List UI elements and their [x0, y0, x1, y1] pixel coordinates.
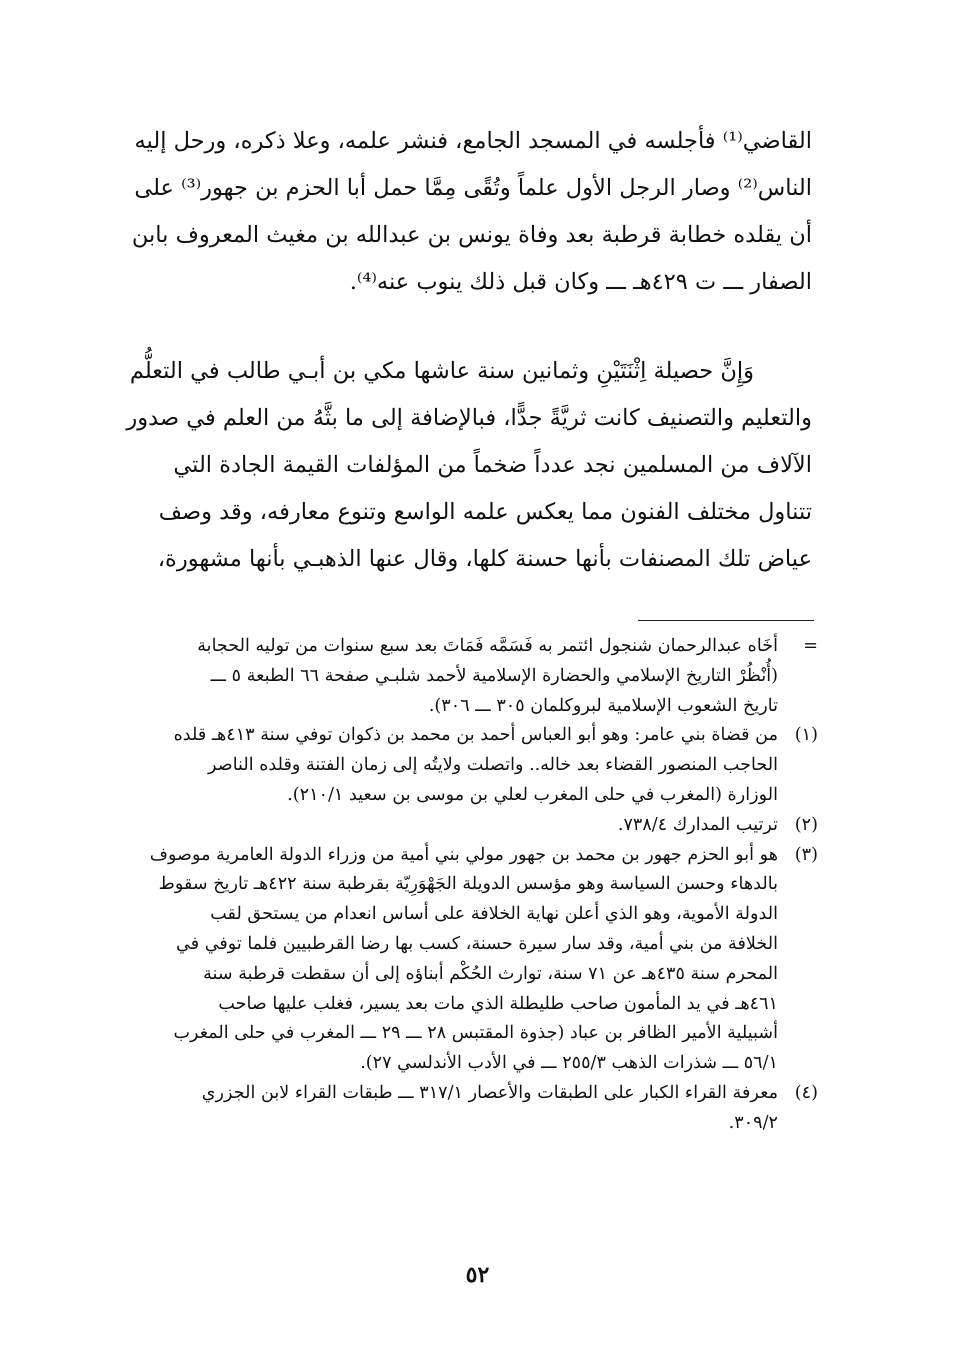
footnote-3 — [108, 841, 818, 1079]
footnote-line: بالدهاء وحسن السياسة وهو مؤسس الدويلة الجَهْوَرِيّة بقرطبة سنة ٤٢٢هـ تاريخ سقوط — [158, 874, 778, 895]
text-line: أن يقلده خطابة قرطبة بعد وفاة يونس بن عبدالله بن مغيث المعروف بابن — [131, 222, 812, 248]
footnote-line: من قضاة بني عامر: وهو أبو العباس أحمد بن محمد بن ذكوان توفي سنة ٤١٣هـ قلده — [173, 725, 778, 746]
text-line: الصفار ـــ ت ٤٢٩هـ ـــ وكان قبل ذلك ينوب عنه⁽⁴⁾. — [349, 269, 812, 295]
text-line: والتعليم والتصنيف كانت ثريَّةً جدًّا، فبالإضافة إلى ما بثَّهُ من العلم في صدور — [126, 405, 812, 431]
footnote-body — [108, 1079, 778, 1139]
text-line: تتناول مختلف الفنون مما يعكس علمه الواسع وتنوع معارفه، وقد وصف — [158, 499, 812, 525]
footnote-line: (أُنْظُرْ التاريخ الإسلامي والحضارة الإسلامية لأحمد شلبـي صفحة ٦٦ الطبعة ٥ ـــ — [210, 665, 778, 686]
footnote-1 — [108, 721, 818, 810]
text-line: وَإِنَّ حصيلة اِثْنَتَيْنِ وثمانين سنة عاشها مكي بن أبـي طالب في التعلُّم — [129, 358, 754, 384]
footnote-line: ٤٦١هـ في يد المأمون صاحب طليطلة الذي مات بعد يسير، فغلب عليها صاحب — [218, 993, 778, 1014]
footnote-line: أخَاه عبدالرحمان شنجول ائتمر به فَسَمَّه فَمَاتَ بعد سبع سنوات من توليه الحجابة — [197, 636, 778, 656]
footnote-line: الخلافة من بني أمية، وقد سار سيرة حسنة، كسب بها رضا القرطبيين فلما توفي في — [176, 933, 778, 954]
footnote-line: الحاجب المنصور القضاء بعد خاله.. واتصلت ولايتُه إلى زمان الفتنة وقلده الناصر — [208, 755, 778, 776]
footnote-separator — [638, 620, 814, 621]
footnote-2 — [108, 811, 818, 841]
footnote-line: تاريخ الشعوب الإسلامية لبروكلمان ٣٠٥ ـــ ٣٠٦). — [428, 695, 778, 716]
footnote-line: ترتيب المدارك ٧٣٨/٤. — [617, 814, 778, 835]
text-line: عياض تلك المصنفات بأنها حسنة كلها، وقال عنها الذهبـي بأنها مشهورة، — [157, 546, 812, 572]
main-paragraph-2 — [120, 348, 812, 583]
text-line: الناس⁽²⁾ وصار الرجل الأول علماً وتُقًى مِمَّا حمل أبا الحزم بن جهور⁽³⁾ على — [134, 175, 812, 201]
footnote-line: هو أبو الحزم جهور بن محمد بن جهور مولي بني أمية من وزراء الدولة العامرية موصوف — [149, 844, 778, 865]
footnote-line: ٣٠٩/٢. — [728, 1112, 778, 1133]
footnote-marker: (٢) — [794, 814, 818, 835]
footnote-marker: = — [803, 636, 818, 656]
footnote-4 — [108, 1079, 818, 1139]
footnote-continuation — [108, 632, 818, 721]
footnote-line: الدولة الأموية، وهو الذي أعلن نهاية الخلافة على أساس انعدام من يستحق لقب — [210, 904, 778, 925]
page-number: ٥٢ — [465, 1262, 490, 1288]
footnote-body — [108, 811, 778, 841]
footnote-line: ٥٦/١ ـــ شذرات الذهب ٢٥٥/٣ ـــ في الأدب الأندلسي ٢٧). — [360, 1053, 778, 1074]
footnote-line: الوزارة (المغرب في حلى المغرب لعلي بن موسى بن سعيد ٢١٠/١). — [287, 784, 778, 805]
text-line: القاضي⁽¹⁾ فأجلسه في المسجد الجامع، فنشر علمه، وعلا ذكره، ورحل إليه — [134, 128, 812, 154]
footnote-line: أشبيلية الأمير الظافر بن عباد (جذوة المقتبس ٢٨ ـــ ٢٩ ـــ المغرب في حلى المغرب — [173, 1023, 778, 1044]
footnote-body — [108, 721, 778, 810]
footnote-marker: (٣) — [794, 844, 818, 865]
footnote-marker: (١) — [794, 725, 818, 746]
footnote-body — [108, 632, 778, 721]
main-paragraph-1 — [120, 118, 812, 306]
footnote-line: المحرم سنة ٤٣٥هـ عن ٧١ سنة، توارث الحُكْم أبناؤه إلى أن سقطت قرطبة سنة — [203, 963, 778, 984]
text-line: الآلاف من المسلمين نجد عدداً ضخماً من المؤلفات القيمة الجادة التي — [173, 452, 812, 478]
footnote-body — [108, 841, 778, 1079]
footnote-marker: (٤) — [794, 1082, 818, 1103]
footnotes — [108, 632, 818, 1139]
footnote-line: معرفة القراء الكبار على الطبقات والأعصار ٣١٧/١ ـــ طبقات القراء لابن الجزري — [201, 1082, 778, 1103]
